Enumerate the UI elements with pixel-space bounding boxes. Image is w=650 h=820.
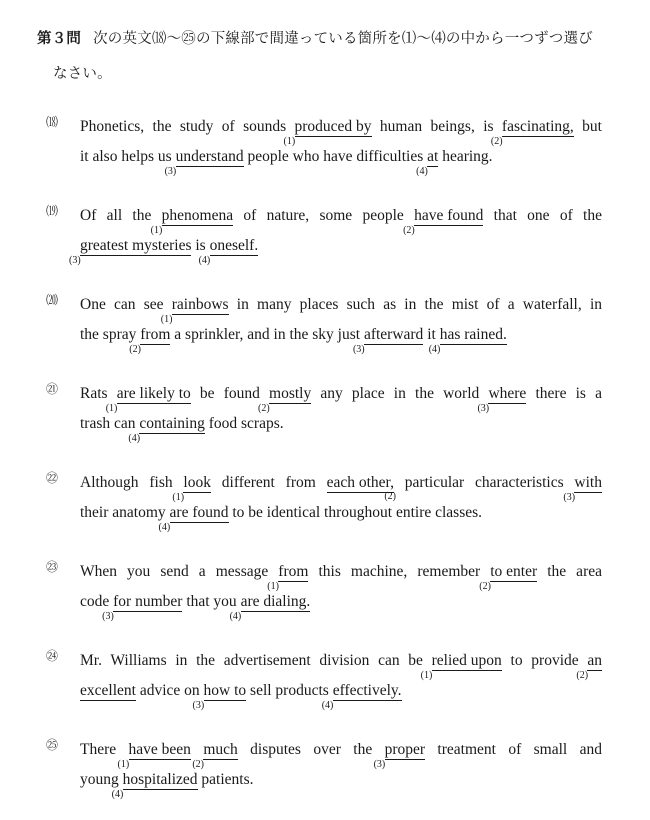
choice-marker: (1)	[267, 581, 279, 592]
underlined-choice: have been (1)	[117, 741, 191, 770]
choice-marker: (4)	[111, 789, 124, 800]
question-heading	[37, 22, 627, 92]
question-number: ⒇	[46, 293, 58, 307]
sentence-text: Of all the	[80, 207, 162, 224]
sentence-text: the spray	[80, 326, 141, 343]
question-number: ㉑	[46, 382, 58, 396]
choice-marker: (3)	[352, 344, 365, 355]
sentence-text: advice on	[135, 682, 204, 699]
sentence-text: When you send a message	[80, 563, 279, 580]
choice-marker: (2)	[479, 581, 491, 592]
sentence-line	[80, 741, 602, 770]
underlined-choice: are found (4)	[158, 504, 229, 533]
underlined-choice: understand (3)	[164, 148, 244, 177]
underlined-choice: at (4)	[416, 148, 439, 177]
question-number: ⒅	[46, 115, 58, 129]
underlined-choice: produced by (1)	[283, 118, 372, 147]
choice-marker: (3)	[69, 255, 81, 266]
choice-marker: (1)	[283, 136, 296, 147]
sentence-text: food scraps.	[204, 415, 284, 432]
sentence-line	[69, 237, 602, 266]
underlined-choice: greatest mysteries (3)	[69, 237, 192, 266]
sentence-text: but	[573, 118, 602, 135]
sentence-text: to provide	[501, 652, 588, 669]
underlined-choice: mostly (2)	[258, 385, 312, 414]
sentence-text: Rats	[80, 385, 117, 402]
sentence-text: people who have difficulties	[243, 148, 428, 165]
sentence-line	[80, 593, 602, 622]
sentence-text: it also helps us	[80, 148, 176, 165]
question-number: ㉔	[46, 649, 58, 663]
sentence-text: trash can	[80, 415, 140, 432]
instruction-line-2: なさい。	[53, 66, 112, 82]
choice-marker: (1)	[150, 225, 163, 236]
choice-marker: (2)	[129, 344, 141, 355]
sentence-line	[80, 771, 602, 800]
choice-marker: (1)	[420, 670, 433, 681]
choice-marker: (4)	[128, 433, 141, 444]
sentence-text: that you	[182, 593, 241, 610]
sentence-text: hearing.	[438, 148, 493, 165]
underlined-choice: excellent	[80, 682, 136, 699]
sentence-line	[80, 148, 602, 177]
sentence-text: that one of the	[483, 207, 602, 224]
sentence-text: a sprinkler, and in the sky just	[170, 326, 364, 343]
underlined-choice: rainbows (1)	[160, 296, 229, 325]
sentence-text: Although fish	[80, 474, 184, 491]
choice-marker: (2)	[192, 759, 204, 770]
section-label: 第３問	[37, 31, 82, 47]
choice-marker: (1)	[172, 492, 185, 503]
sentence-text: There	[80, 741, 129, 758]
choice-marker: (2)	[490, 136, 503, 147]
choice-marker: (3)	[563, 492, 576, 503]
underlined-choice: an (2)	[576, 652, 603, 681]
underlined-choice: with (3)	[563, 474, 602, 503]
sentence-line	[80, 563, 602, 592]
sentence-text: any place in the world	[311, 385, 489, 402]
underlined-choice: from (1)	[267, 563, 309, 592]
sentence-text: treatment of small and	[425, 741, 602, 758]
sentence-text: particular characteristics	[393, 474, 575, 491]
sentence-text: in many places such as in the mist of a waterfall, in	[228, 296, 602, 313]
sentence-text	[191, 741, 203, 758]
choice-marker: (1)	[117, 759, 130, 770]
underlined-choice: much (2)	[192, 741, 238, 770]
choice-marker: (4)	[321, 700, 334, 711]
choice-marker: (2)	[258, 403, 270, 414]
underlined-choice: each other, (2)	[326, 474, 396, 502]
sentence-text: Phonetics, the study of sounds	[80, 118, 295, 135]
underlined-choice: fascinating, (2)	[490, 118, 574, 147]
sentence-text: sell products	[246, 682, 333, 699]
underlined-choice: from (2)	[129, 326, 171, 355]
instruction-line-1: 次の英文⒅〜㉕の下線部で間違っている箇所を⑴〜⑷の中から一つずつ選び	[93, 31, 593, 47]
choice-marker: (2)	[384, 491, 396, 502]
underlined-choice: for number (3)	[102, 593, 183, 622]
question-number: ⒆	[46, 204, 58, 218]
sentence-line	[80, 207, 602, 236]
sentence-text: One can see	[80, 296, 172, 313]
sentence-text: disputes over the	[237, 741, 385, 758]
underlined-choice: oneself. (4)	[198, 237, 259, 266]
underlined-choice: are dialing. (4)	[229, 593, 311, 622]
sentence-text: there is a	[526, 385, 602, 402]
sentence-text: the area	[537, 563, 602, 580]
sentence-text: it	[423, 326, 440, 343]
underlined-choice: how to (3)	[192, 682, 247, 711]
underlined-choice: effectively. (4)	[321, 682, 402, 711]
question-number: ㉒	[46, 471, 58, 485]
choice-marker: (3)	[192, 700, 205, 711]
choice-marker: (4)	[158, 522, 171, 533]
underlined-choice: have found (2)	[403, 207, 484, 236]
choice-marker: (4)	[428, 344, 441, 355]
sentence-text: code	[80, 593, 114, 610]
underlined-choice: phenomena (1)	[150, 207, 234, 236]
question-number: ㉕	[46, 738, 58, 752]
choice-marker: (2)	[576, 670, 589, 681]
sentence-text: human beings, is	[371, 118, 502, 135]
sentence-line	[80, 682, 602, 711]
underlined-choice: afterward (3)	[352, 326, 424, 355]
underlined-choice: has rained. (4)	[428, 326, 507, 355]
sentence-line	[80, 385, 602, 414]
choice-marker: (1)	[160, 314, 173, 325]
choice-marker: (4)	[416, 166, 428, 177]
underlined-choice: hospitalized (4)	[111, 771, 198, 800]
underlined-choice: to enter (2)	[479, 563, 538, 592]
choice-marker: (3)	[102, 611, 114, 622]
underlined-choice: look (1)	[172, 474, 211, 503]
underlined-choice: are likely to (1)	[105, 385, 191, 414]
sentence-line	[80, 504, 602, 533]
sentence-text: patients.	[197, 771, 254, 788]
sentence-text: their anatomy	[80, 504, 170, 521]
sentence-line	[80, 415, 602, 444]
sentence-text: different from	[210, 474, 327, 491]
sentence-line	[80, 326, 602, 355]
choice-marker: (3)	[477, 403, 490, 414]
sentence-text: to be identical throughout entire classes.	[228, 504, 483, 521]
underlined-choice: containing (4)	[128, 415, 205, 444]
choice-marker: (1)	[105, 403, 118, 414]
sentence-text: this machine, remember	[308, 563, 491, 580]
underlined-choice: relied upon (1)	[420, 652, 502, 681]
sentence-text: young	[80, 771, 123, 788]
choice-marker: (3)	[164, 166, 177, 177]
sentence-text: Mr. Williams in the advertisement division can be	[80, 652, 432, 669]
choice-marker: (4)	[229, 611, 242, 622]
choice-marker: (4)	[198, 255, 211, 266]
underlined-choice: proper (3)	[373, 741, 426, 770]
choice-marker: (3)	[373, 759, 386, 770]
choice-marker: (2)	[403, 225, 415, 236]
underlined-choice: where (3)	[477, 385, 527, 414]
question-number: ㉓	[46, 560, 58, 574]
sentence-text: be found	[190, 385, 270, 402]
sentence-line	[80, 652, 603, 681]
sentence-text: is	[191, 237, 210, 254]
sentence-text: of nature, some people	[233, 207, 415, 224]
sentence-line	[80, 296, 602, 325]
sentence-line	[80, 118, 602, 147]
sentence-line	[80, 474, 602, 503]
